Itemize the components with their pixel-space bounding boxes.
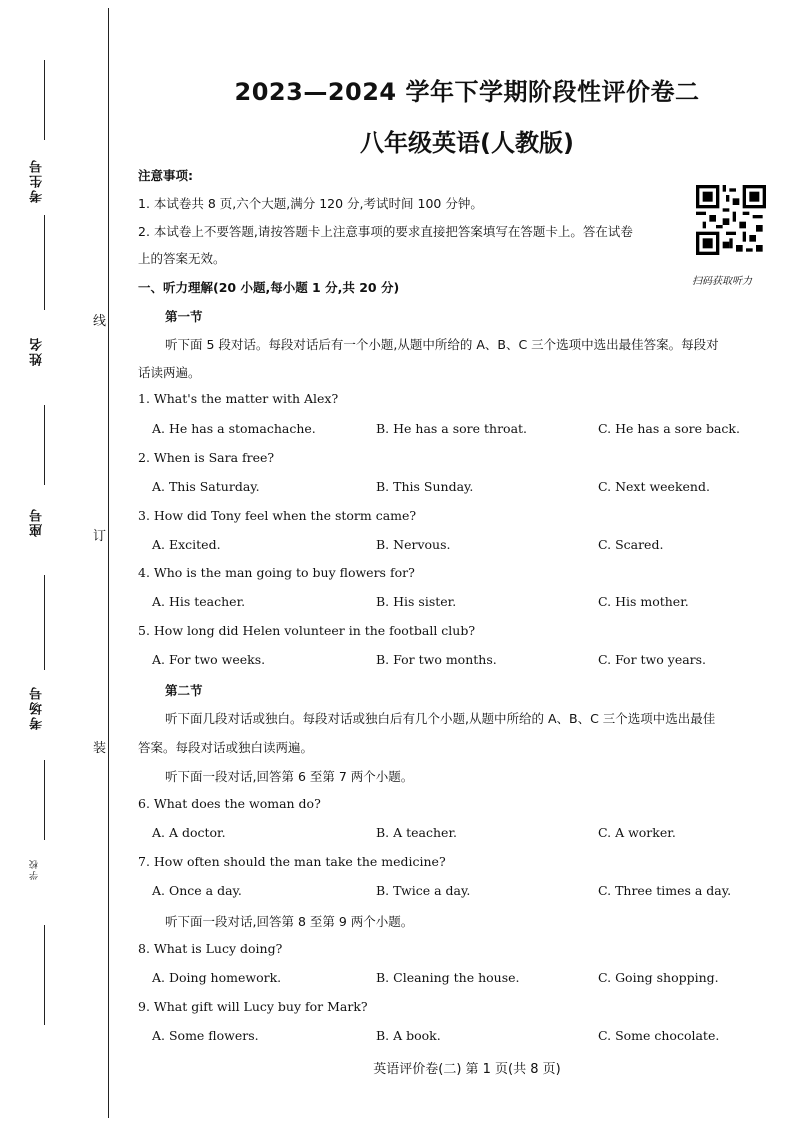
page-subtitle: 八年级英语(人教版) (360, 129, 574, 157)
section-heading: 一、听力理解(20 小题,每小题 1 分,共 20 分) (138, 280, 400, 295)
option-3c: C. Scared. (598, 537, 664, 552)
option-2a: A. This Saturday. (152, 479, 260, 494)
question-6: 6. What does the woman do? (138, 796, 321, 811)
option-1a: A. He has a stomachache. (152, 421, 316, 436)
option-8c: C. Going shopping. (598, 970, 719, 985)
option-9b: B. A book. (376, 1028, 441, 1043)
blank-line (44, 60, 45, 140)
option-7a: A. Once a day. (152, 883, 242, 898)
question-7: 7. How often should the man take the medicine? (138, 854, 446, 869)
option-9a: A. Some flowers. (152, 1028, 259, 1043)
option-8b: B. Cleaning the house. (376, 970, 520, 985)
option-1b: B. He has a sore throat. (376, 421, 528, 436)
binding-line-char: 线 (93, 314, 107, 329)
notice-item-2-cont: 上的答案无效。 (138, 251, 226, 266)
blank-line (44, 405, 45, 485)
dialog-instruction-8-9: 听下面一段对话,回答第 8 至第 9 两个小题。 (165, 914, 414, 929)
blank-line (44, 575, 45, 670)
question-8: 8. What is Lucy doing? (138, 941, 283, 956)
blank-line (44, 760, 45, 840)
qr-caption: 扫码获取听力 (692, 276, 752, 287)
option-5c: C. For two years. (598, 652, 707, 667)
part-1-instruction-cont: 话读两遍。 (138, 365, 201, 380)
part-2-instruction: 听下面几段对话或独白。每段对话或独白后有几个小题,从题中所给的 A、B、C 三个选项中选出最佳 (165, 711, 716, 726)
question-3: 3. How did Tony feel when the storm came? (138, 508, 417, 523)
option-4a: A. His teacher. (152, 594, 246, 609)
notice-heading: 注意事项: (138, 168, 193, 183)
binding-pack-char: 装 (93, 741, 107, 756)
name-label: 姓名 (30, 336, 45, 366)
part-1-title: 第一节 (165, 309, 203, 324)
notice-item-1: 1. 本试卷共 8 页,六个大题,满分 120 分,考试时间 100 分钟。 (138, 196, 483, 211)
question-1: 1. What's the matter with Alex? (138, 391, 339, 406)
binding-margin-line (108, 8, 109, 1118)
question-4: 4. Who is the man going to buy flowers for? (138, 565, 415, 580)
room-number-label: 考场号 (30, 685, 45, 730)
part-2-title: 第二节 (165, 683, 203, 698)
option-9c: C. Some chocolate. (598, 1028, 720, 1043)
option-2b: B. This Sunday. (376, 479, 474, 494)
part-1-instruction: 听下面 5 段对话。每段对话后有一个小题,从题中所给的 A、B、C 三个选项中选出最佳答案。每段对 (165, 337, 719, 352)
blank-line (44, 925, 45, 1025)
option-7b: B. Twice a day. (376, 883, 471, 898)
part-2-instruction-cont: 答案。每段对话或独白读两遍。 (138, 740, 314, 755)
question-5: 5. How long did Helen volunteer in the football club? (138, 623, 476, 638)
blank-line (44, 215, 45, 310)
page-footer: 英语评价卷(二) 第 1 页(共 8 页) (373, 1062, 561, 1077)
option-3a: A. Excited. (152, 537, 221, 552)
page-title: 2023—2024 学年下学期阶段性评价卷二 (234, 78, 700, 106)
question-9: 9. What gift will Lucy buy for Mark? (138, 999, 368, 1014)
option-8a: A. Doing homework. (152, 970, 282, 985)
seat-number-label: 座号 (30, 507, 45, 537)
option-4b: B. His sister. (376, 594, 457, 609)
binding-order-char: 订 (93, 529, 107, 544)
option-6c: C. A worker. (598, 825, 676, 840)
option-3b: B. Nervous. (376, 537, 451, 552)
option-6a: A. A doctor. (152, 825, 226, 840)
option-4c: C. His mother. (598, 594, 689, 609)
option-5b: B. For two months. (376, 652, 497, 667)
option-7c: C. Three times a day. (598, 883, 732, 898)
option-1c: C. He has a sore back. (598, 421, 740, 436)
qr-code-icon[interactable] (696, 185, 766, 255)
exam-number-label: 考生号 (30, 158, 45, 203)
option-5a: A. For two weeks. (152, 652, 266, 667)
school-label: 学校 (30, 858, 40, 880)
dialog-instruction-6-7: 听下面一段对话,回答第 6 至第 7 两个小题。 (165, 769, 414, 784)
question-2: 2. When is Sara free? (138, 450, 275, 465)
option-2c: C. Next weekend. (598, 479, 710, 494)
option-6b: B. A teacher. (376, 825, 458, 840)
notice-item-2: 2. 本试卷上不要答题,请按答题卡上注意事项的要求直接把答案填写在答题卡上。答在试卷 (138, 224, 633, 239)
